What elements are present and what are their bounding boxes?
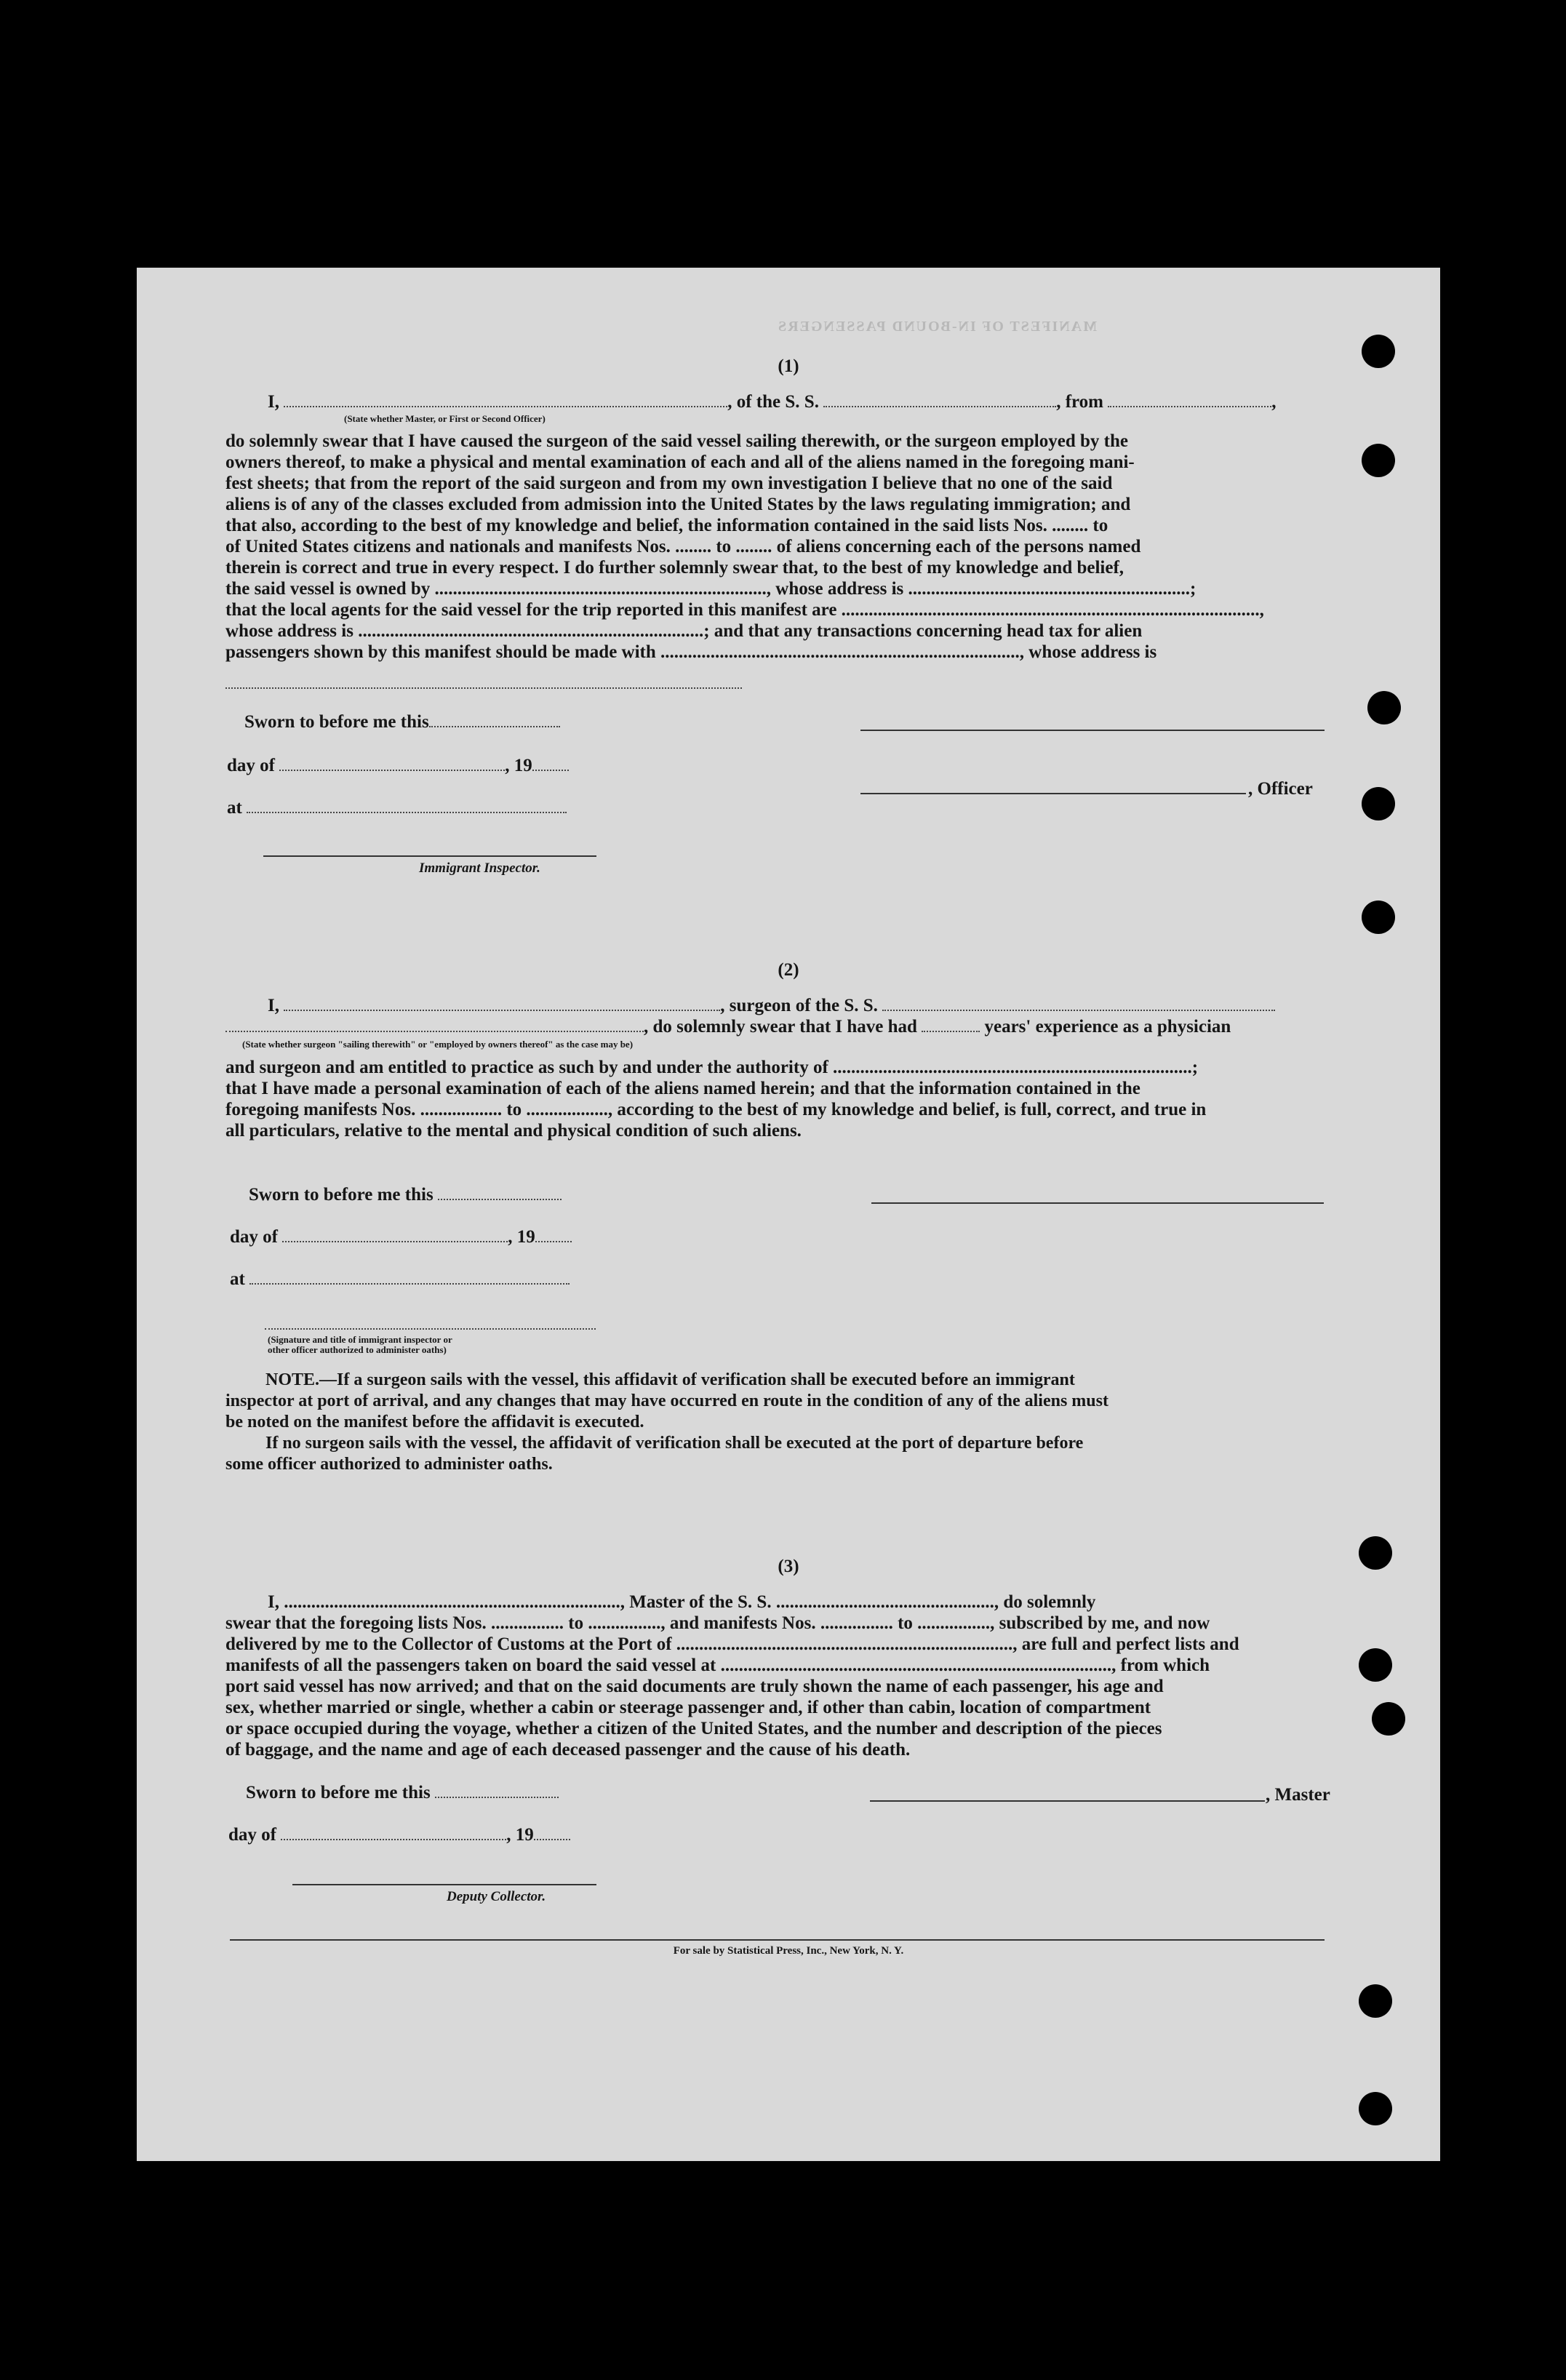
note-line: NOTE.—If a surgeon sails with the vessel, this affidavit of verification shall be executed before an immigrant [265,1370,1075,1389]
year-label: , 19 [506,1825,534,1845]
punch-hole [1362,901,1395,934]
section-3-number: (3) [778,1557,799,1576]
day-of-line-3 [228,1824,570,1846]
at-line-2 [230,1269,570,1290]
surgeon-name-field[interactable] [284,995,720,1011]
years-exp-label: years' experience as a physician [984,1017,1231,1037]
from-end: , [1271,392,1277,412]
at-label: at [227,798,242,818]
years-field[interactable] [922,1016,980,1032]
para-line: manifests of all the passengers taken on board the said vessel at ......................................................................................, from which [225,1656,1210,1675]
sworn-label: Sworn to before me this [246,1783,431,1802]
master-signature-line[interactable] [870,1800,1265,1802]
section-2-number: (2) [778,960,799,980]
vessel-name-field[interactable] [823,391,1056,407]
para-line: passengers shown by this manifest should be made with ..............................................................................., whose address is [225,642,1157,662]
section-3-paragraph [225,1592,1389,1760]
of-ss-label: , of the S. S. [727,392,819,412]
day-of-label: day of [227,756,275,775]
at-label: at [230,1269,245,1289]
day-of-label: day of [228,1825,276,1845]
note-block [225,1370,1389,1475]
para-line: do solemnly swear that I have caused the surgeon of the said vessel sailing therewith, or the surgeon employed by the [225,431,1128,451]
at-field[interactable] [247,797,567,813]
bleed-through-header: MANIFEST OF IN-BOUND PASSENGERS [777,319,1098,335]
administer-signature-line[interactable] [265,1328,596,1330]
punch-hole [1362,787,1395,820]
note-line: If no surgeon sails with the vessel, the affidavit of verification shall be executed at the port of departure before [265,1434,1084,1453]
para-line: and surgeon and am entitled to practice as such by and under the authority of ...............................................................................; [225,1058,1199,1077]
sworn-label: Sworn to before me this [244,712,429,732]
section-2-surgeon-line [268,995,1275,1017]
day-of-line-1 [227,755,569,777]
punch-hole [1359,1984,1392,2018]
punch-hole [1359,2092,1392,2125]
punch-hole [1359,1648,1392,1682]
section-1-paragraph [225,431,1389,663]
note-line: be noted on the manifest before the affidavit is executed. [225,1413,644,1431]
section-1-officer-line [268,391,1277,413]
para-line: fest sheets; that from the report of the said surgeon and from my own investigation I believe that no one of the said [225,474,1113,493]
year-label: , 19 [505,756,532,775]
para-line: foregoing manifests Nos. .................. to .................., according to the best of my knowledge and belief, is full, correct, and true in [225,1100,1207,1119]
year-label: , 19 [508,1227,535,1247]
para-line: whose address is ............................................................................; and that any transactions concerning head tax for alien [225,621,1143,641]
para-line: that I have made a personal examination of each of the aliens named herein; and that the information contained in the [225,1079,1140,1098]
para-line: that the local agents for the said vessel for the trip reported in this manifest are ............................................................................................, [225,600,1264,620]
para-line: swear that the foregoing lists Nos. ................ to ................, and manifests Nos. ................ to ................, subscribed by me, and now [225,1613,1210,1633]
year-field[interactable] [535,1226,572,1242]
at-field[interactable] [249,1269,570,1285]
para-line: or space occupied during the voyage, whether a citizen of the United States, and the number and description of the pieces [225,1719,1162,1738]
surgeon-type-field[interactable] [225,1016,644,1032]
inspector-caption: Immigrant Inspector. [419,860,540,876]
form-page [137,268,1440,2161]
para-line: the said vessel is owned by ........................................................................., whose address is ..............................................................; [225,579,1197,599]
punch-hole [1362,444,1395,477]
at-line-1 [227,797,567,819]
day-of-field[interactable] [279,755,505,771]
i-label: I, [268,996,279,1015]
surgeon-note: (State whether surgeon "sailing therewith" or "employed by owners thereof" as the case may be) [242,1039,634,1050]
from-port-field[interactable] [1108,391,1271,407]
officer-note: (State whether Master, or First or Second Officer) [344,413,546,424]
signature-note-1: (Signature and title of immigrant inspector or [268,1334,452,1345]
para-line: delivered by me to the Collector of Customs at the Port of .........................................................................., are full and perfect lists and [225,1634,1239,1654]
sworn-line-1 [244,711,560,733]
para-line: owners thereof, to make a physical and mental examination of each and all of the aliens named in the foregoing mani- [225,452,1135,472]
sworn-line-3 [246,1782,559,1804]
year-field[interactable] [532,755,569,771]
footer-rule [230,1939,1325,1941]
year-field[interactable] [534,1824,570,1840]
deputy-caption: Deputy Collector. [447,1889,546,1904]
para-line: that also, according to the best of my knowledge and belief, the information contained in the said lists Nos. ........ to [225,516,1108,535]
day-of-line-2 [230,1226,572,1248]
address-continuation-line[interactable] [225,687,742,689]
signature-note-2: other officer authorized to administer oaths) [268,1344,447,1355]
day-of-label: day of [230,1227,278,1247]
surgeon-signature-line[interactable] [871,1202,1324,1204]
section-2-paragraph [225,1057,1389,1141]
officer-name-field[interactable] [284,391,727,407]
officer-title-line[interactable] [860,793,1246,794]
sworn-date-field[interactable] [435,1782,559,1798]
master-label: , Master [1266,1785,1330,1805]
deputy-signature-line[interactable] [292,1884,596,1885]
sworn-date-field[interactable] [438,1184,562,1200]
sworn-date-field[interactable] [429,711,560,727]
footer-text: For sale by Statistical Press, Inc., New York, N. Y. [673,1945,904,1957]
surgeon-of-label: , surgeon of the S. S. [720,996,878,1015]
punch-hole [1362,335,1395,368]
punch-hole [1372,1702,1405,1736]
para-line: all particulars, relative to the mental and physical condition of such aliens. [225,1121,802,1141]
sworn-label: Sworn to before me this [249,1185,434,1205]
punch-hole [1359,1536,1392,1570]
swear-had-label: , do solemnly swear that I have had [644,1017,917,1037]
para-line: aliens is of any of the classes excluded from admission into the United States by the laws regulating immigration; and [225,495,1131,514]
note-line: some officer authorized to administer oaths. [225,1455,553,1474]
from-label: , from [1056,392,1103,412]
para-line: sex, whether married or single, whether a cabin or steerage passenger and, if other than cabin, location of compartment [225,1698,1151,1717]
section-1-number: (1) [778,356,799,376]
para-line: therein is correct and true in every respect. I do further solemnly swear that, to the best of my knowledge and belief, [225,558,1124,578]
day-of-field[interactable] [282,1226,508,1242]
sworn-line-2 [249,1184,562,1206]
section-2-swear-line [225,1016,1231,1038]
para-line: I, .........................................................................., Master of the S. S. ................................................, do solemnly [268,1592,1096,1612]
officer-label: , Officer [1248,779,1313,799]
punch-hole [1367,691,1401,724]
inspector-signature-line[interactable] [263,855,596,857]
para-line: port said vessel has now arrived; and that on the said documents are truly shown the name of each passenger, his age and [225,1677,1164,1696]
day-of-field[interactable] [281,1824,506,1840]
officer-signature-line[interactable] [860,730,1325,731]
para-line: of baggage, and the name and age of each deceased passenger and the cause of his death. [225,1740,911,1760]
i-label: I, [268,392,279,412]
note-line: inspector at port of arrival, and any changes that may have occurred en route in the condition of any of the aliens must [225,1391,1108,1410]
surgeon-vessel-field[interactable] [882,995,1275,1011]
para-line: of United States citizens and nationals and manifests Nos. ........ to ........ of aliens concerning each of the persons named [225,537,1141,556]
